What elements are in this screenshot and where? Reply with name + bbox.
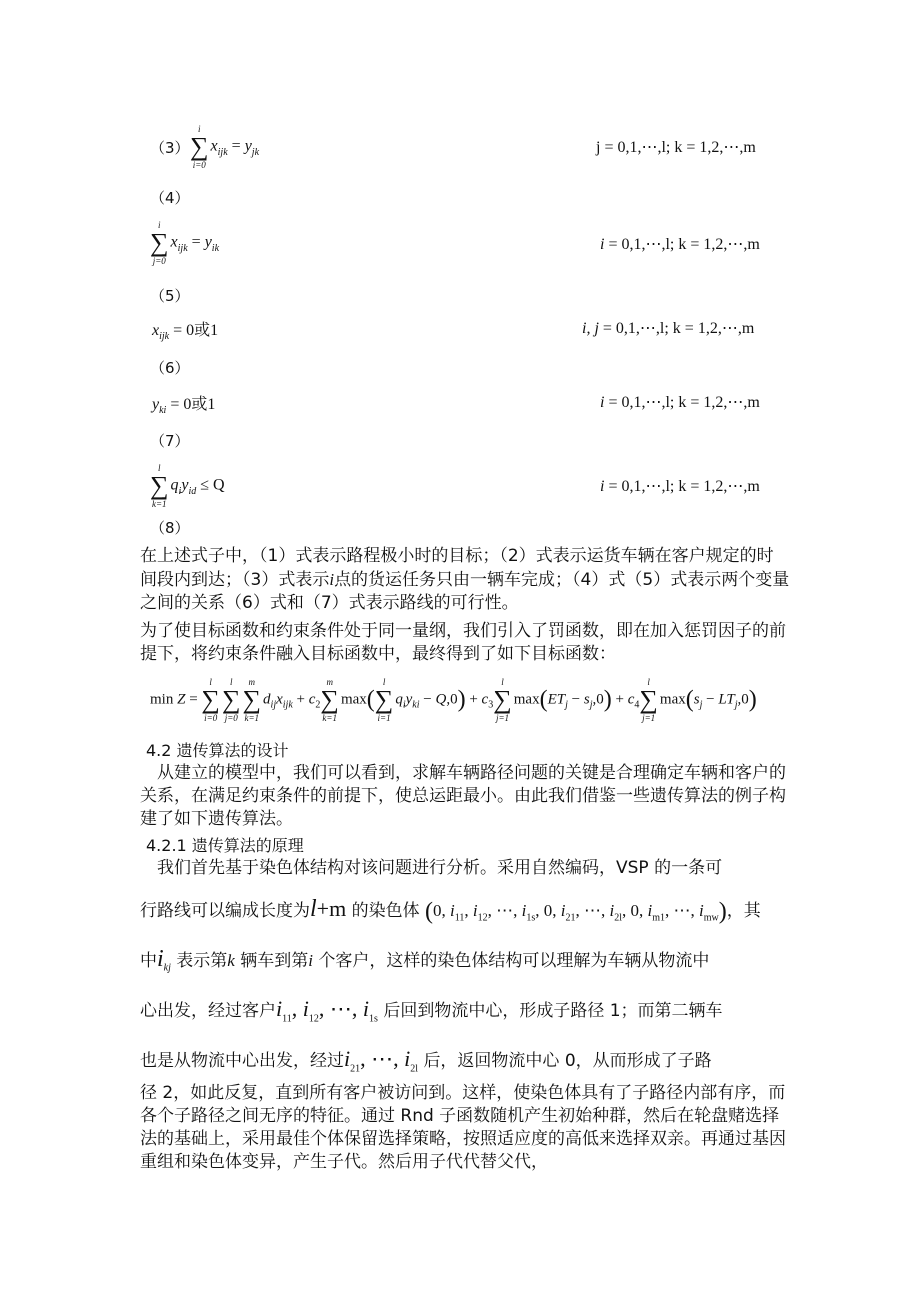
line5-text-a: 也是从物流中心出发，经过 <box>140 1051 344 1071</box>
objective-formula: min Z = l ∑ i=0 l ∑ j=0 m ∑ k=1 $d_{ij}x_{ijk} + c_2$ m ∑ k=1 max( l ∑ i=1 $q_iy_{ki} - Q,0) + c_3$ l ∑ j=1 $\max(ET_j - s_j,0) + c_4$ l ∑ j=1 $\max(s_j - LT_j,0)$ <box>150 677 757 723</box>
principle-line-3: 中$i_{kj}$ 表示第k 辆车到第i 个客户，这样的染色体结构可以理解为车辆从物流中 <box>140 946 710 974</box>
line2-text-c: ，其 <box>726 901 761 921</box>
eq-label-8: （8） <box>150 519 190 537</box>
explanation-var-i: i <box>329 570 335 589</box>
line3-text-d: 个客户，这样的染色体结构可以理解为车辆从物流中 <box>318 951 710 971</box>
line3-text-c: 辆车到第 <box>240 951 309 971</box>
principle-line-2: 行路线可以编成长度为l+m 的染色体 (0, $i_{11}$, $i_{12}$, ⋯, $i_{1s}$, 0, $i_{21}$, ⋯, $i_{2l}$, 0, $i_{m1}$, ⋯, $i_{mw}$)，其 <box>140 896 761 925</box>
range-5-text: = 0,1,⋯,l; k = 1,2,⋯,m <box>602 320 755 337</box>
section-paragraph-1: 从建立的模型中，我们可以看到，求解车辆路径问题的关键是合理确定车辆和客户的关系，在满足约束条件的前提下，使总运距最小。由此我们借鉴一些遗传算法的例子构建了如下遗传算法。 <box>140 763 786 829</box>
range-3: j = 0,1,⋯,l; k = 1,2,⋯,m <box>596 139 756 156</box>
eq-label-3: （3） <box>150 139 190 157</box>
line5-text-b: 后，返回物流中心 0，从而形成了子路 <box>423 1051 712 1071</box>
principle-line-1: 我们首先基于染色体结构对该问题进行分析。采用自然编码，VSP 的一条可 <box>157 858 723 878</box>
formula-5: $x_{ijk} = 0$或1 <box>152 322 219 343</box>
eq-label-4: （4） <box>150 189 190 207</box>
range-3-text: = 0,1,⋯,l; k = 1,2,⋯,m <box>604 139 756 156</box>
line2-text-a: 行路线可以编成长度为 <box>140 901 310 921</box>
explanation-text-b: 点的货运任务只由一辆车完成；（4）式（5）式表示两个变量之间的关系（6）式和（7）式表示路线的可行性。 <box>140 570 790 613</box>
formula-5-rhs: = 0或1 <box>173 322 219 339</box>
section-heading-4-2-1: 4.2.1 遗传算法的原理 <box>146 836 304 855</box>
line4-text-a: 心出发，经过客户 <box>140 1001 276 1021</box>
range-6-text: = 0,1,⋯,l; k = 1,2,⋯,m <box>608 394 760 411</box>
line3-text-a: 中 <box>140 951 157 971</box>
section-heading-4-2: 4.2 遗传算法的设计 <box>146 741 289 760</box>
formula-6-rhs: = 0或1 <box>170 396 216 413</box>
principle-paragraph-end: 径 2，如此反复，直到所有客户被访问到。这样，使染色体具有了子路径内部有序，而各个子路径之间无序的特征。通过 Rnd 子函数随机产生初始种群，然后在轮盘赌选择法的基础上，采用最佳个体保留选择策略，按照适应度的高低来选择双亲。再通过基因重组和染色体变异，产生子代。然后用子代代替父代， <box>140 1083 786 1172</box>
principle-line-4: 心出发，经过客户$i_{11}$, $i_{12}$, ⋯, $i_{1s}$ 后回到物流中心，形成子路径 1；而第二辆车 <box>140 996 723 1025</box>
range-6: i = 0,1,⋯,l; k = 1,2,⋯,m <box>600 394 760 411</box>
explanation-text-a: 在上述式子中，（1）式表示路程极小时的目标；（2）式表示运货车辆在客户规定的时间段内到达；（3）式表示 <box>140 546 774 590</box>
range-7-text: = 0,1,⋯,l; k = 1,2,⋯,m <box>608 478 760 495</box>
eq-label-6: （6） <box>150 359 190 377</box>
line4-text-b: 后回到物流中心，形成子路径 1；而第二辆车 <box>383 1001 723 1021</box>
range-4-text: = 0,1,⋯,l; k = 1,2,⋯,m <box>608 236 760 253</box>
formula-7-rhs: ≤ Q <box>200 476 225 494</box>
principle-line-5: 也是从物流中心出发，经过$i_{21}$, ⋯, $i_{2l}$ 后，返回物流中心 0，从而形成了子路 <box>140 1046 712 1075</box>
eq-label-7: （7） <box>150 432 190 450</box>
line2-text-b: 的染色体 <box>351 901 420 921</box>
range-7: i = 0,1,⋯,l; k = 1,2,⋯,m <box>600 478 760 495</box>
formula-7: l ∑ k=1 $q_iy_{id} \le Q$ <box>150 463 225 509</box>
line3-text-b: 表示第 <box>176 951 228 971</box>
penalty-paragraph: 为了使目标函数和约束条件处于同一量纲，我们引入了罚函数，即在加入惩罚因子的前提下，将约束条件融入目标函数中，最终得到了如下目标函数： <box>140 621 786 664</box>
formula-3: i ∑ i=0 $x_{ijk} = y_{jk}$ <box>190 124 260 170</box>
range-5: i, j = 0,1,⋯,l; k = 1,2,⋯,m <box>582 320 755 337</box>
explanation-paragraph <box>140 545 790 615</box>
eq-label-5: （5） <box>150 287 190 305</box>
range-4: i = 0,1,⋯,l; k = 1,2,⋯,m <box>600 236 760 253</box>
formula-4: i ∑ j=0 $x_{ijk} = y_{ik}$ <box>150 220 220 266</box>
formula-6: $y_{ki} = 0$或1 <box>152 396 216 417</box>
